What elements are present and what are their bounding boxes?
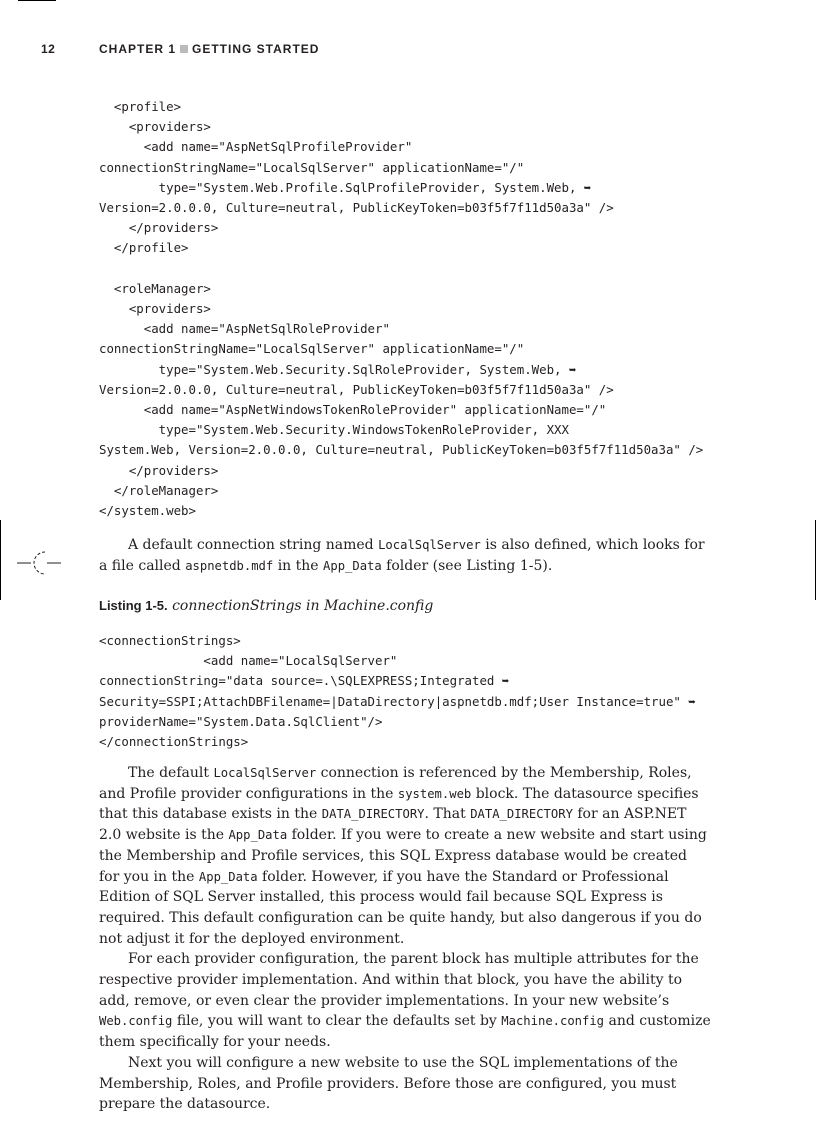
code-line: System.Web, Version=2.0.0.0, Culture=neutral, PublicKeyToken=b03f5f7f11d50a3a" />	[99, 442, 704, 458]
code-line: </roleManager>	[99, 482, 219, 498]
body-paragraph: A default connection string named LocalSqlServer is also defined, which looks for a file called aspnetdb.mdf in the App_Data folder (see Listing 1-5).	[99, 537, 705, 574]
continuation-arrow-icon: ➥	[583, 180, 592, 195]
code-line: <roleManager>	[99, 280, 211, 296]
code-line: <add name="AspNetSqlProfileProvider"	[99, 139, 413, 155]
code-line: connectionStringName="LocalSqlServer" applicationName="/"	[99, 341, 525, 357]
code-line: <connectionStrings>	[99, 633, 241, 648]
registration-mark-icon	[17, 548, 61, 578]
code-line: Security=SSPI;AttachDBFilename=|DataDirectory|aspnetdb.mdf;User Instance=true"	[99, 693, 689, 709]
body-text	[99, 763, 711, 1115]
continuation-arrow-icon: ➥	[568, 362, 577, 377]
code-line: Version=2.0.0.0, Culture=neutral, PublicKeyToken=b03f5f7f11d50a3a" />	[99, 381, 614, 397]
crop-mark-top	[18, 0, 56, 1]
code-line: </providers>	[99, 462, 219, 478]
code-line: </connectionStrings>	[99, 734, 249, 750]
code-line: type="System.Web.Security.WindowsTokenRoleProvider, XXX	[99, 422, 569, 438]
paragraph-default-localsqlserver: The default LocalSqlServer connection is referenced by the Membership, Roles, and Profile provider configurations in the system.web block. The datasource specifies that this database exists in the DATA_DIRECTORY. That DATA_DIRECTORY for an ASP.NET 2.0 website is the App_Data folder. If you were to create a new website and start using the Membership and Profile services, this SQL Express database would be created for you in the App_Data folder. However, if you have the Standard or Professional Edition of SQL Server installed, this process would fail because SQL Express is required. This default configuration can be quite handy, but also dangerous if you do not adjust it for the deployed environment.	[99, 765, 707, 947]
code-line: <providers>	[99, 301, 211, 317]
continuation-arrow-icon: ➥	[688, 694, 696, 709]
crop-mark-left	[0, 520, 1, 600]
listing-label: Listing 1-5.	[99, 598, 168, 613]
code-line: <add name="LocalSqlServer"	[99, 653, 398, 669]
code-line: <add name="AspNetWindowsTokenRoleProvider" applicationName="/"	[99, 402, 607, 418]
code-line: type="System.Web.Profile.SqlProfileProvider, System.Web,	[99, 179, 584, 195]
chapter-title	[99, 42, 319, 56]
code-line: <providers>	[99, 119, 211, 135]
code-line: providerName="System.Data.SqlClient"/>	[99, 713, 383, 729]
separator-square-icon	[180, 45, 188, 53]
page-number: 12	[41, 42, 56, 56]
running-header	[0, 42, 816, 60]
chapter-label: CHAPTER 1	[99, 42, 177, 56]
code-block-profile-rolemanager	[99, 97, 703, 521]
listing-title: connectionStrings in Machine.config	[172, 598, 434, 614]
code-line: <add name="AspNetSqlRoleProvider"	[99, 321, 390, 337]
paragraph-next-steps: Next you will configure a new website to use the SQL implementations of the Membership, Roles, and Profile providers. Before those are configured, you must prepare the datasource.	[99, 1054, 678, 1113]
code-line: connectionString="data source=.\SQLEXPRESS;Integrated	[99, 673, 502, 689]
listing-caption	[99, 598, 433, 614]
code-line: <profile>	[99, 99, 182, 114]
code-block-connection-strings	[99, 631, 696, 752]
continuation-arrow-icon: ➥	[501, 674, 510, 689]
code-line: Version=2.0.0.0, Culture=neutral, PublicKeyToken=b03f5f7f11d50a3a" />	[99, 200, 614, 216]
code-line: </providers>	[99, 220, 219, 236]
paragraph-default-connection	[99, 535, 711, 576]
code-line: type="System.Web.Security.SqlRoleProvider, System.Web,	[99, 361, 569, 377]
paragraph-provider-configuration: For each provider configuration, the parent block has multiple attributes for the respective provider implementation. And within that block, you have the ability to add, remove, or even clear the provider implementations. In your new website’s Web.config file, you will want to clear the defaults set by Machine.config and customize them specifically for your needs.	[99, 951, 711, 1051]
code-line: </profile>	[99, 240, 189, 256]
code-line: connectionStringName="LocalSqlServer" applicationName="/"	[99, 159, 525, 175]
section-label: GETTING STARTED	[192, 42, 320, 56]
code-line: </system.web>	[99, 503, 196, 519]
